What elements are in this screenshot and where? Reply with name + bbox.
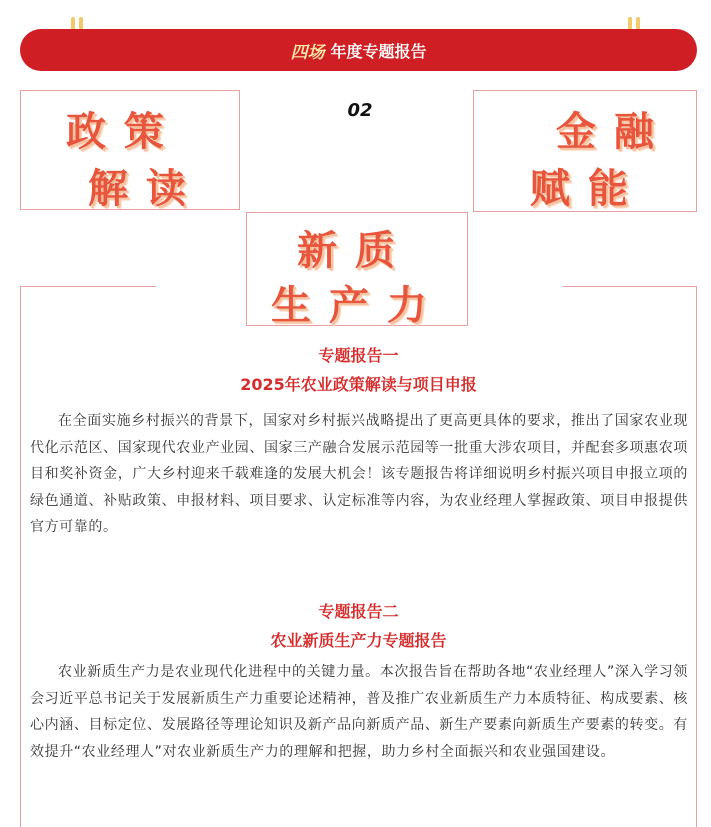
- report1-body: 在全面实施乡村振兴的背景下，国家对乡村振兴战略提出了更高更具体的要求，推出了国家农业现代化示范区、国家现代农业产业园、国家三产融合发展示范园等一批重大涉农项目，并配套多项惠农项目和奖补资金，广大乡村迎来千载难逢的发展大机会！该专题报告将详细说明乡村振兴项目申报立项的绿色通道、补贴政策、申报材料、项目要求、认定标准等内容，为农业经理人掌握政策、项目申报提供官方可靠的。: [30, 413, 688, 535]
- header-banner: [20, 29, 697, 71]
- report1-label: 专题报告一: [318, 346, 399, 365]
- section-number: 02: [347, 100, 373, 121]
- banner-accent: 四场: [290, 42, 325, 63]
- report2-title: 农业新质生产力专题报告: [270, 631, 447, 650]
- policy-tile-line1: 政 策: [66, 109, 166, 155]
- productivity-tile-line1: 新 质: [297, 228, 397, 274]
- frame-top-left: [20, 286, 156, 287]
- frame-top-right: [563, 286, 697, 287]
- productivity-tile-line2: 生 产 力: [271, 283, 429, 329]
- frame-left: [20, 286, 21, 827]
- finance-tile-line2: 赋 能: [530, 166, 630, 212]
- report2-label: 专题报告二: [318, 602, 399, 621]
- report2-body: 农业新质生产力是农业现代化进程中的关键力量。本次报告旨在帮助各地“农业经理人”深入学习领会习近平总书记关于发展新质生产力重要论述精神，普及推广农业新质生产力本质特征、构成要素、核心内涵、目标定位、发展路径等理论知识及新产品向新质产品、新生产要素向新质生产要素的转变。有效提升“农业经理人”对农业新质生产力的理解和把握，助力乡村全面振兴和农业强国建设。: [30, 664, 688, 760]
- report1-title: 2025年农业政策解读与项目申报: [240, 375, 477, 394]
- frame-right: [696, 286, 697, 827]
- policy-tile-line2: 解 读: [88, 166, 188, 212]
- banner-title: 年度专题报告: [330, 41, 427, 61]
- finance-tile-line1: 金 融: [556, 109, 656, 155]
